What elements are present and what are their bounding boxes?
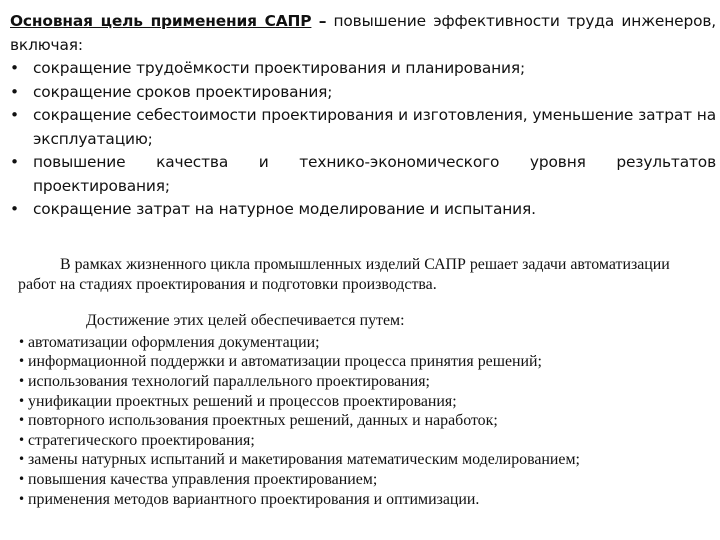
title-rest: повышение эффективности труда инженеров, включая: [10,12,717,54]
bullet-icon: • [10,59,19,77]
top-list [10,57,716,222]
bottom-list-item-text: стратегического проектирования; [28,431,255,449]
paragraph-achievement: Достижение этих целей обеспечивается путем: [86,312,405,330]
bullet-icon: • [18,452,26,467]
top-list-item [10,198,716,222]
bullet-icon: • [10,82,19,101]
bullet-icon: • [18,413,26,428]
top-list-item-text: сокращение трудоёмкости проектирования и планирования; [33,59,526,77]
bullet-icon: • [10,153,19,171]
bullet-icon: • [10,106,19,124]
title-highlight: Основная цель применения САПР [10,12,312,30]
bottom-list-item-text: унификации проектных решений и процессов проектирования; [28,392,457,410]
bottom-list-item [18,490,704,510]
bullet-icon: • [18,393,26,408]
bullet-icon: • [18,354,26,369]
top-section [10,10,716,222]
bottom-list-item-text: автоматизации оформления документации; [28,333,320,351]
bottom-list-item [18,470,704,490]
bullet-icon: • [18,334,26,349]
top-list-item-text: сокращение себестоимости проектирования и изготовления, уменьшение затрат на эксплуатацию; [33,106,716,148]
bottom-list-item [18,372,704,392]
bottom-list [18,333,704,509]
bullet-icon: • [18,432,26,447]
paragraph-lifecycle: В рамках жизненного цикла промышленных изделий САПР решает задачи автоматизации работ на стадиях проектирования и подготовки производства. [18,256,670,293]
bottom-list-item-text: использования технологий параллельного проектирования; [28,372,430,390]
bottom-list-item [18,431,704,451]
top-list-item [10,104,716,151]
top-list-item [10,81,716,105]
top-list-item [10,151,716,198]
bullet-icon: • [18,491,26,506]
bottom-list-item-text: повышения качества управления проектированием; [28,470,378,488]
bullet-icon: • [18,471,26,486]
bottom-list-item [18,450,704,470]
bottom-list-item [18,333,704,353]
bottom-section [18,255,704,509]
top-intro [10,10,716,57]
top-list-item-text: сокращение затрат на натурное моделирование и испытания. [33,200,536,218]
bottom-list-item-text: применения методов вариантного проектирования и оптимизации. [28,490,480,508]
top-list-item-text: повышение качества и технико-экономического уровня результатов проектирования; [33,153,716,195]
bottom-list-item-text: замены натурных испытаний и макетирования математическим моделированием; [28,451,580,469]
bullet-icon: • [10,200,19,218]
bottom-list-item [18,411,704,431]
bullet-icon: • [18,373,26,388]
title-dash: – [318,12,327,30]
bottom-list-item-text: повторного использования проектных решений, данных и наработок; [28,412,498,430]
top-list-item [10,57,716,81]
bottom-list-item-text: информационной поддержки и автоматизации процесса принятия решений; [28,353,542,371]
bottom-list-item [18,392,704,412]
top-list-item-text: сокращение сроков проектирования; [33,82,333,101]
bottom-list-item [18,352,704,372]
